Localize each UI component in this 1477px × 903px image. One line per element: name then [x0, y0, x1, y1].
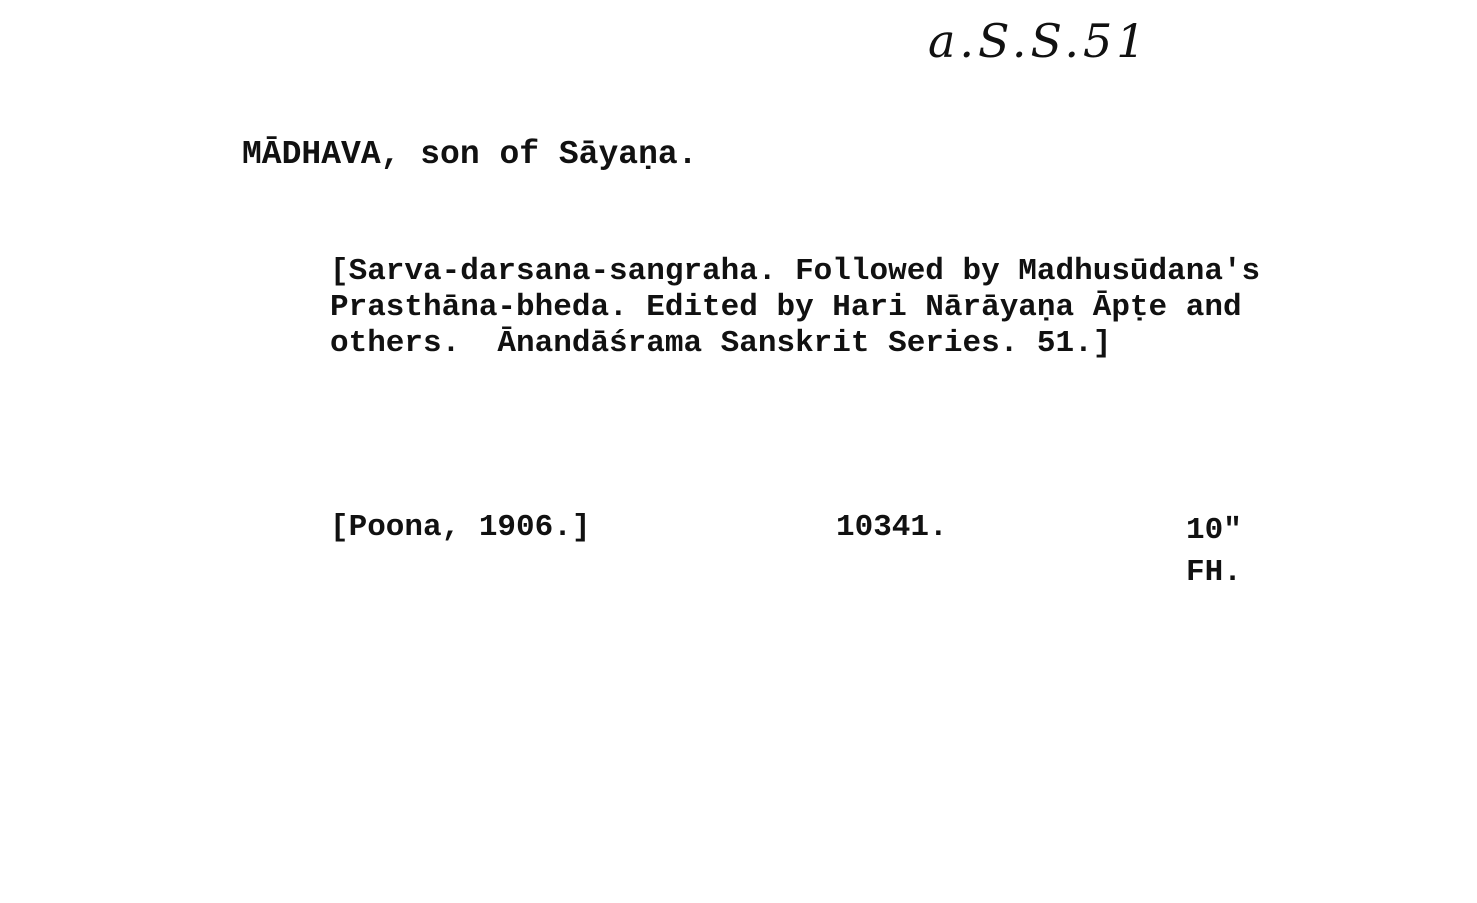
accession-number: 10341.	[836, 510, 948, 545]
description-line: [Sarva-darsana-sangraha. Followed by Madhusūdana's	[330, 254, 1261, 289]
description-line: others. Ānandāśrama Sanskrit Series. 51.]	[330, 326, 1112, 361]
size: 10"	[1186, 513, 1242, 548]
call-number: a.S.S.51	[928, 14, 1150, 68]
size-location	[1186, 510, 1242, 594]
imprint: [Poona, 1906.]	[330, 510, 591, 545]
title-description	[330, 254, 1260, 362]
location-code: FH.	[1186, 555, 1242, 590]
description-line: Prasthāna-bheda. Edited by Hari Nārāyaṇa Āpṭe and	[330, 290, 1242, 325]
author-heading: MĀDHAVA, son of Sāyaṇa.	[242, 136, 698, 173]
